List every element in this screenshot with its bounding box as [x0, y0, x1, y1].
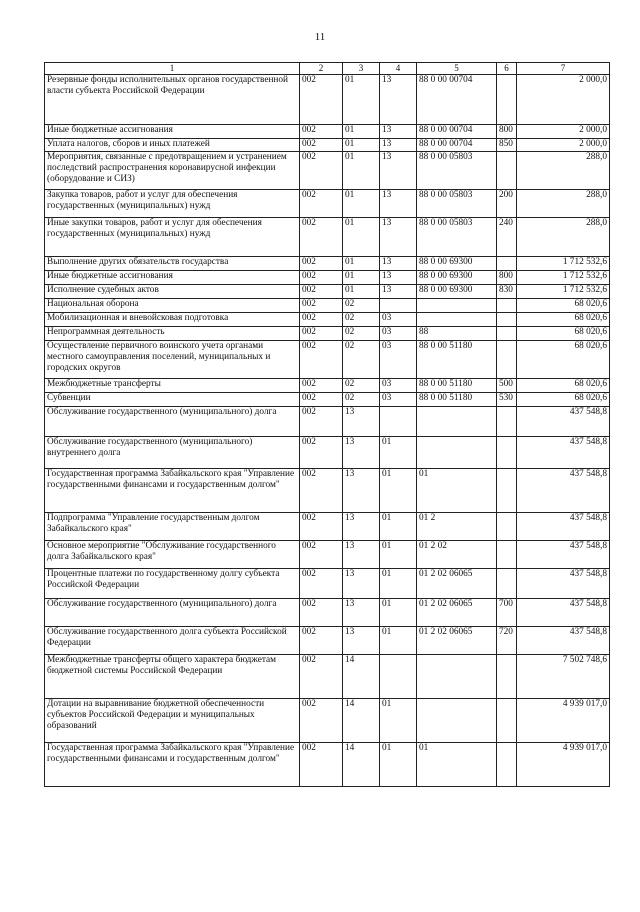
row-section: 01: [343, 138, 380, 151]
row-section: 02: [343, 392, 380, 406]
row-target-article: 88 0 00 51180: [417, 392, 497, 406]
header-cell: 4: [380, 63, 417, 75]
row-expense-type: [497, 312, 517, 326]
table-row: [45, 270, 610, 284]
row-target-article: 88 0 00 69300: [417, 284, 497, 298]
row-ved-code: 002: [300, 654, 343, 698]
row-amount: 1 712 532,6: [517, 284, 610, 298]
row-name: Межбюджетные трансферты общего характера бюджетам бюджетной системы Российской Федерации: [45, 654, 300, 698]
row-ved-code: 002: [300, 151, 343, 189]
row-subsection: 13: [380, 270, 417, 284]
row-subsection: [380, 298, 417, 312]
row-amount: 68 020,6: [517, 392, 610, 406]
row-amount: 437 548,8: [517, 468, 610, 512]
table-row: [45, 468, 610, 512]
row-subsection: 13: [380, 284, 417, 298]
row-ved-code: 002: [300, 284, 343, 298]
row-expense-type: [497, 406, 517, 436]
table-row: [45, 698, 610, 742]
row-section: 02: [343, 326, 380, 340]
row-ved-code: 002: [300, 138, 343, 151]
row-target-article: [417, 298, 497, 312]
row-expense-type: 240: [497, 217, 517, 256]
row-target-article: 88 0 00 05803: [417, 151, 497, 189]
row-expense-type: 830: [497, 284, 517, 298]
row-target-article: 01 2 02 06065: [417, 626, 497, 654]
row-amount: 437 548,8: [517, 568, 610, 598]
row-target-article: 88 0 00 00704: [417, 138, 497, 151]
row-ved-code: 002: [300, 217, 343, 256]
row-subsection: 13: [380, 151, 417, 189]
row-section: 01: [343, 124, 380, 138]
table-row: [45, 436, 610, 468]
table-row: [45, 298, 610, 312]
row-section: 13: [343, 468, 380, 512]
row-section: 13: [343, 568, 380, 598]
row-expense-type: 500: [497, 378, 517, 392]
row-subsection: 01: [380, 698, 417, 742]
row-target-article: [417, 312, 497, 326]
row-amount: 1 712 532,6: [517, 256, 610, 270]
row-name: Национальная оборона: [45, 298, 300, 312]
table-row: [45, 74, 610, 124]
row-amount: 437 548,8: [517, 512, 610, 540]
row-name: Закупка товаров, работ и услуг для обеспечения государственных (муниципальных) нужд: [45, 189, 300, 217]
row-subsection: 03: [380, 326, 417, 340]
row-subsection: 01: [380, 540, 417, 568]
row-amount: 437 548,8: [517, 626, 610, 654]
row-name: Дотации на выравнивание бюджетной обеспеченности субъектов Российской Федерации и муниципальных образований: [45, 698, 300, 742]
row-target-article: 88 0 00 69300: [417, 270, 497, 284]
row-expense-type: 720: [497, 626, 517, 654]
row-amount: 7 502 748,6: [517, 654, 610, 698]
row-ved-code: 002: [300, 124, 343, 138]
row-amount: 437 548,8: [517, 406, 610, 436]
row-target-article: [417, 698, 497, 742]
row-name: Обслуживание государственного (муниципального) долга: [45, 598, 300, 626]
row-amount: 68 020,6: [517, 312, 610, 326]
row-expense-type: [497, 512, 517, 540]
table-row: [45, 568, 610, 598]
row-target-article: 88 0 00 51180: [417, 378, 497, 392]
row-amount: 1 712 532,6: [517, 270, 610, 284]
row-subsection: 13: [380, 217, 417, 256]
header-row: [45, 63, 610, 75]
row-target-article: 01 2: [417, 512, 497, 540]
row-amount: 2 000,0: [517, 138, 610, 151]
row-expense-type: [497, 568, 517, 598]
row-ved-code: 002: [300, 74, 343, 124]
table-row: [45, 284, 610, 298]
row-ved-code: 002: [300, 512, 343, 540]
row-section: 02: [343, 340, 380, 378]
header-cell: 5: [417, 63, 497, 75]
page-number: 11: [314, 31, 326, 43]
row-section: 01: [343, 151, 380, 189]
row-target-article: 88 0 00 00704: [417, 74, 497, 124]
row-amount: 288,0: [517, 189, 610, 217]
row-name: Исполнение судебных актов: [45, 284, 300, 298]
row-expense-type: [497, 326, 517, 340]
row-expense-type: [497, 256, 517, 270]
row-section: 13: [343, 540, 380, 568]
row-ved-code: 002: [300, 598, 343, 626]
row-ved-code: 002: [300, 406, 343, 436]
row-expense-type: 530: [497, 392, 517, 406]
table-row: [45, 626, 610, 654]
row-name: Межбюджетные трансферты: [45, 378, 300, 392]
row-amount: 437 548,8: [517, 598, 610, 626]
row-subsection: 13: [380, 124, 417, 138]
row-amount: 4 939 017,0: [517, 698, 610, 742]
table-row: [45, 540, 610, 568]
row-subsection: 03: [380, 340, 417, 378]
row-name: Иные бюджетные ассигнования: [45, 270, 300, 284]
row-amount: 2 000,0: [517, 124, 610, 138]
row-ved-code: 002: [300, 312, 343, 326]
row-subsection: 13: [380, 256, 417, 270]
table-row: [45, 406, 610, 436]
row-section: 13: [343, 512, 380, 540]
row-name: Государственная программа Забайкальского края "Управление государственными финансами и государственным долгом": [45, 468, 300, 512]
row-ved-code: 002: [300, 392, 343, 406]
row-name: Субвенции: [45, 392, 300, 406]
row-name: Иные закупки товаров, работ и услуг для обеспечения государственных (муниципальных) нужд: [45, 217, 300, 256]
row-amount: 437 548,8: [517, 436, 610, 468]
row-target-article: 88 0 00 51180: [417, 340, 497, 378]
row-subsection: 01: [380, 598, 417, 626]
row-subsection: [380, 406, 417, 436]
table-row: [45, 340, 610, 378]
row-ved-code: 002: [300, 340, 343, 378]
row-name: Обслуживание государственного (муниципального) долга: [45, 406, 300, 436]
row-name: Резервные фонды исполнительных органов государственной власти субъекта Российской Федерации: [45, 74, 300, 124]
row-expense-type: [497, 340, 517, 378]
row-ved-code: 002: [300, 468, 343, 512]
table-row: [45, 742, 610, 786]
row-subsection: 01: [380, 468, 417, 512]
row-target-article: 01 2 02 06065: [417, 568, 497, 598]
row-subsection: 13: [380, 74, 417, 124]
row-expense-type: [497, 436, 517, 468]
row-subsection: 03: [380, 392, 417, 406]
row-ved-code: 002: [300, 742, 343, 786]
table-row: [45, 512, 610, 540]
header-cell: 3: [343, 63, 380, 75]
row-name: Государственная программа Забайкальского края "Управление государственными финансами и государственным долгом": [45, 742, 300, 786]
table-row: [45, 217, 610, 256]
row-amount: 68 020,6: [517, 340, 610, 378]
table-row: [45, 124, 610, 138]
row-expense-type: [497, 151, 517, 189]
row-expense-type: [497, 742, 517, 786]
row-section: 02: [343, 312, 380, 326]
row-section: 01: [343, 217, 380, 256]
row-amount: 288,0: [517, 151, 610, 189]
row-ved-code: 002: [300, 568, 343, 598]
row-name: Мероприятия, связанные с предотвращением и устранением последствий распространения коронавирусной инфекции (оборудование и СИЗ): [45, 151, 300, 189]
row-target-article: 88 0 00 05803: [417, 217, 497, 256]
row-subsection: 01: [380, 626, 417, 654]
row-section: 14: [343, 742, 380, 786]
row-subsection: 03: [380, 312, 417, 326]
table-row: [45, 378, 610, 392]
row-target-article: 01: [417, 468, 497, 512]
row-section: 14: [343, 654, 380, 698]
row-section: 01: [343, 256, 380, 270]
row-ved-code: 002: [300, 378, 343, 392]
row-target-article: [417, 654, 497, 698]
row-ved-code: 002: [300, 189, 343, 217]
row-amount: 288,0: [517, 217, 610, 256]
row-name: Иные бюджетные ассигнования: [45, 124, 300, 138]
row-section: 02: [343, 298, 380, 312]
row-ved-code: 002: [300, 698, 343, 742]
row-expense-type: 200: [497, 189, 517, 217]
row-target-article: 01: [417, 742, 497, 786]
row-target-article: 88 0 00 05803: [417, 189, 497, 217]
row-ved-code: 002: [300, 436, 343, 468]
row-section: 13: [343, 598, 380, 626]
table-row: [45, 189, 610, 217]
row-expense-type: 800: [497, 270, 517, 284]
row-ved-code: 002: [300, 326, 343, 340]
row-expense-type: 850: [497, 138, 517, 151]
row-target-article: 88 0 00 00704: [417, 124, 497, 138]
row-name: Непрограммная деятельность: [45, 326, 300, 340]
row-target-article: [417, 406, 497, 436]
row-section: 13: [343, 626, 380, 654]
row-amount: 4 939 017,0: [517, 742, 610, 786]
row-section: 01: [343, 189, 380, 217]
row-target-article: 88: [417, 326, 497, 340]
header-cell: 2: [300, 63, 343, 75]
row-ved-code: 002: [300, 626, 343, 654]
table-row: [45, 654, 610, 698]
table-row: [45, 151, 610, 189]
row-subsection: 01: [380, 742, 417, 786]
row-name: Осуществление первичного воинского учета органами местного самоуправления поселений, муниципальных и городских округов: [45, 340, 300, 378]
row-amount: 68 020,6: [517, 378, 610, 392]
row-section: 01: [343, 270, 380, 284]
row-expense-type: [497, 468, 517, 512]
row-subsection: 03: [380, 378, 417, 392]
row-ved-code: 002: [300, 540, 343, 568]
row-subsection: [380, 654, 417, 698]
budget-table: [44, 62, 610, 787]
row-subsection: 13: [380, 189, 417, 217]
table-row: [45, 256, 610, 270]
header-cell: 6: [497, 63, 517, 75]
row-expense-type: [497, 298, 517, 312]
row-ved-code: 002: [300, 298, 343, 312]
row-section: 13: [343, 436, 380, 468]
row-section: 14: [343, 698, 380, 742]
table-row: [45, 326, 610, 340]
table-row: [45, 392, 610, 406]
row-expense-type: [497, 698, 517, 742]
header-cell: 1: [45, 63, 300, 75]
row-name: Процентные платежи по государственному долгу субъекта Российской Федерации: [45, 568, 300, 598]
row-target-article: 01 2 02: [417, 540, 497, 568]
row-subsection: 01: [380, 512, 417, 540]
row-expense-type: [497, 74, 517, 124]
row-name: Выполнение других обязательств государства: [45, 256, 300, 270]
row-expense-type: 800: [497, 124, 517, 138]
row-ved-code: 002: [300, 270, 343, 284]
row-name: Обслуживание государственного (муниципального) внутреннего долга: [45, 436, 300, 468]
row-section: 01: [343, 284, 380, 298]
row-section: 13: [343, 406, 380, 436]
row-section: 01: [343, 74, 380, 124]
row-ved-code: 002: [300, 256, 343, 270]
row-amount: 2 000,0: [517, 74, 610, 124]
table-row: [45, 138, 610, 151]
header-cell: 7: [517, 63, 610, 75]
row-target-article: [417, 436, 497, 468]
row-subsection: 01: [380, 568, 417, 598]
row-target-article: 88 0 00 69300: [417, 256, 497, 270]
row-amount: 437 548,8: [517, 540, 610, 568]
row-section: 02: [343, 378, 380, 392]
row-subsection: 13: [380, 138, 417, 151]
row-subsection: 01: [380, 436, 417, 468]
row-name: Уплата налогов, сборов и иных платежей: [45, 138, 300, 151]
row-name: Мобилизационная и вневойсковая подготовка: [45, 312, 300, 326]
table-row: [45, 598, 610, 626]
row-amount: 68 020,6: [517, 326, 610, 340]
row-name: Основное мероприятие "Обслуживание государственного долга Забайкальского края": [45, 540, 300, 568]
table-row: [45, 312, 610, 326]
row-target-article: 01 2 02 06065: [417, 598, 497, 626]
row-name: Подпрограмма "Управление государственным долгом Забайкальского края": [45, 512, 300, 540]
row-expense-type: [497, 654, 517, 698]
row-expense-type: [497, 540, 517, 568]
row-amount: 68 020,6: [517, 298, 610, 312]
row-name: Обслуживание государственного долга субъекта Российской Федерации: [45, 626, 300, 654]
row-expense-type: 700: [497, 598, 517, 626]
